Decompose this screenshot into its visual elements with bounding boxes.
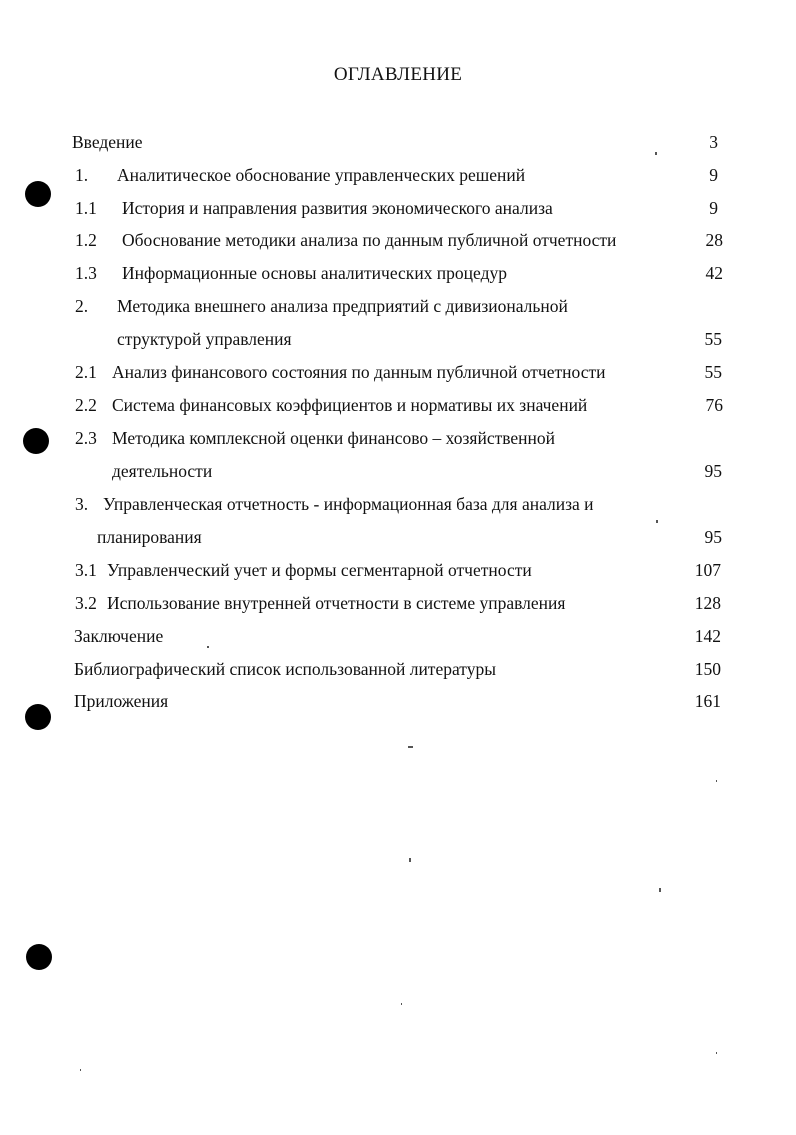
toc-entry-text: Обоснование методики анализа по данным публичной отчетности	[122, 230, 617, 250]
punch-hole	[25, 181, 51, 207]
scan-speck	[716, 780, 717, 782]
toc-entry-page: 9	[709, 165, 718, 185]
toc-entry-page: 42	[705, 263, 723, 283]
punch-hole	[25, 704, 51, 730]
toc-entry-number: 2.2	[75, 395, 97, 415]
toc-entry-text: История и направления развития экономического анализа	[122, 198, 553, 218]
scan-speck	[655, 152, 657, 155]
toc-entry-page: 55	[704, 329, 722, 349]
toc-entry-number: 2.3	[75, 428, 97, 448]
toc-entry-intro	[72, 131, 143, 153]
toc-entry-text: Введение	[72, 132, 143, 152]
scan-speck	[656, 520, 658, 523]
toc-entry-text-continued: структурой управления	[117, 329, 292, 349]
toc-entry-number: 3.2	[75, 593, 97, 613]
toc-entry-text: Информационные основы аналитических процедур	[122, 263, 507, 283]
scan-speck	[80, 1069, 81, 1071]
scan-speck	[659, 888, 661, 892]
scan-speck	[401, 1003, 402, 1005]
scan-speck	[408, 746, 413, 748]
toc-entry-text-continued: планирования	[97, 527, 202, 547]
punch-hole	[23, 428, 49, 454]
toc-entry-text: Управленческая отчетность - информационная база для анализа и	[103, 494, 594, 514]
toc-entry-page: 55	[704, 362, 722, 382]
toc-entry-page: 95	[704, 461, 722, 481]
toc-entry-number: 2.1	[75, 362, 97, 382]
toc-entry-text: Анализ финансового состояния по данным публичной отчетности	[112, 362, 606, 382]
toc-entry-text-continued: деятельности	[112, 461, 213, 481]
toc-entry-page: 150	[694, 659, 721, 679]
scan-speck	[409, 858, 411, 862]
toc-entry-page: 142	[694, 626, 721, 646]
toc-entry-number: 3.	[75, 494, 89, 514]
toc-entry-page: 161	[694, 691, 721, 711]
toc-entry-page: 28	[705, 230, 723, 250]
toc-entry-page: 107	[694, 560, 721, 580]
toc-entry-bibliography: Библиографический список использованной литературы	[74, 659, 496, 679]
toc-entry-number: 1.1	[75, 198, 97, 218]
toc-entry-text: Управленческий учет и формы сегментарной отчетности	[107, 560, 532, 580]
toc-entry-text: Методика внешнего анализа предприятий с дивизиональной	[117, 296, 568, 316]
toc-entry-page: 9	[709, 198, 718, 218]
toc-entry-number: 3.1	[75, 560, 97, 580]
toc-entry-number: 2.	[75, 296, 89, 316]
toc-entry-conclusion: Заключение	[74, 626, 164, 646]
toc-entry-number: 1.2	[75, 230, 97, 250]
toc-entry-text: Использование внутренней отчетности в системе управления	[107, 593, 566, 613]
scan-speck	[207, 646, 209, 648]
toc-entry-text: Методика комплексной оценки финансово – хозяйственной	[112, 428, 556, 448]
toc-entry-chapter-1	[75, 164, 88, 186]
punch-hole	[26, 944, 52, 970]
toc-entry-text: Аналитическое обоснование управленческих решений	[117, 165, 526, 185]
toc-entry-text: Система финансовых коэффициентов и нормативы их значений	[112, 395, 588, 415]
toc-entry-page: 76	[705, 395, 723, 415]
toc-entry-appendices: Приложения	[74, 691, 169, 711]
toc-entry-page: 95	[704, 527, 722, 547]
toc-entry-number: 1.3	[75, 263, 97, 283]
page-title: ОГЛАВЛЕНИЕ	[333, 64, 463, 85]
toc-entry-page: 128	[694, 593, 721, 613]
scan-speck	[716, 1052, 717, 1054]
toc-entry-page: 3	[709, 132, 718, 152]
toc-entry-number: 1.	[75, 165, 89, 185]
